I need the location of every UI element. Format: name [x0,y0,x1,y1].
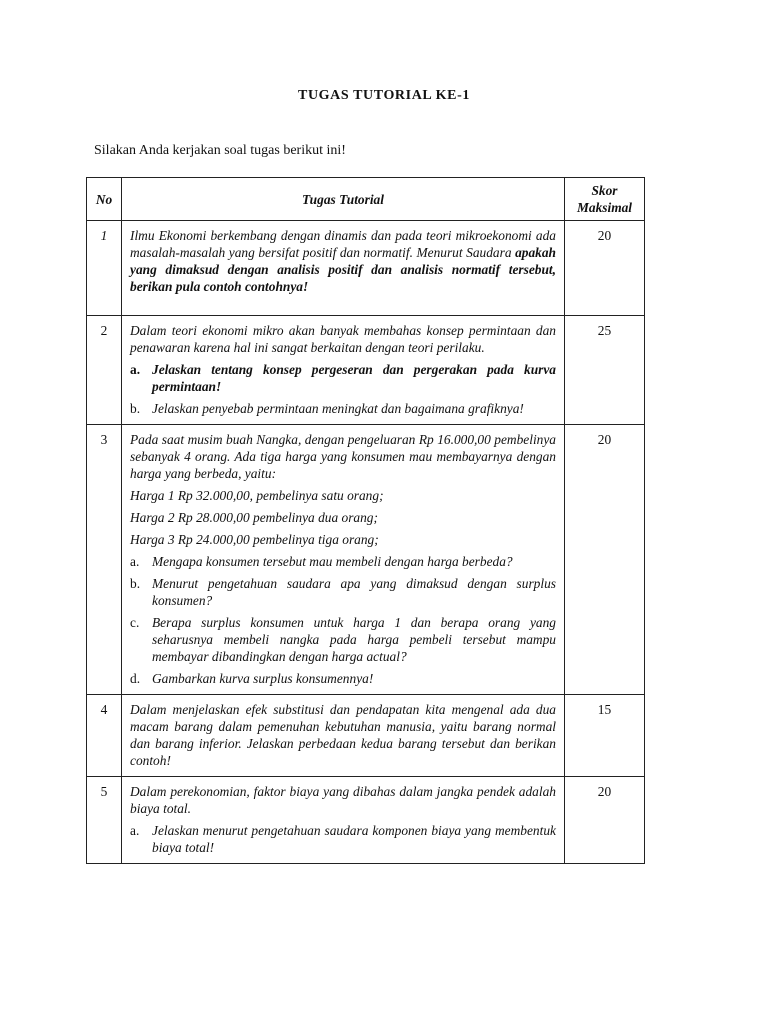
list-item [130,361,556,395]
row-task [122,425,565,695]
row-number: 2 [87,316,122,425]
list-item-label: c. [130,615,140,630]
row-number: 3 [87,425,122,695]
task-paragraph [130,227,556,295]
list-item-text: Jelaskan tentang konsep pergeseran dan pergerakan pada kurva permintaan! [152,362,556,394]
table-row [87,695,645,777]
list-item-label: a. [130,823,140,838]
list-item [130,575,556,609]
list-item-text: Berapa surplus konsumen untuk harga 1 dan berapa orang yang seharusnya membeli nangka pada harga pembeli tersebut mampu membayar dibandingkan dengan harga actual? [152,615,556,664]
list-item-label: a. [130,362,141,377]
row-number: 1 [87,221,122,316]
intro-text: Silakan Anda kerjakan soal tugas berikut ini! [94,143,346,158]
list-item-label: d. [130,671,141,686]
row-score: 20 [565,777,645,864]
row-task [122,777,565,864]
list-item-text: Mengapa konsumen tersebut mau membeli dengan harga berbeda? [152,554,513,569]
price-line: Harga 2 Rp 28.000,00 pembelinya dua orang; [130,510,378,525]
row-number: 4 [87,695,122,777]
table-row [87,425,645,695]
list-item [130,670,556,687]
price-line: Harga 3 Rp 24.000,00 pembelinya tiga orang; [130,532,379,547]
table-header-row [87,178,645,221]
row-score: 25 [565,316,645,425]
task-paragraph: Pada saat musim buah Nangka, dengan pengeluaran Rp 16.000,00 pembelinya sebanyak 4 orang. Ada tiga harga yang konsumen mau membayarnya dengan harga yang berbeda, yaitu: [130,432,556,481]
header-score: Skor Maksimal [565,178,645,221]
row-task [122,316,565,425]
list-item-text: Jelaskan menurut pengetahuan saudara komponen biaya yang membentuk biaya total! [152,823,556,855]
list-item-label: b. [130,576,141,591]
task-paragraph: Dalam teori ekonomi mikro akan banyak membahas konsep permintaan dan penawaran karena hal ini sangat berkaitan dengan teori perilaku. [130,323,556,355]
list-item-text: Menurut pengetahuan saudara apa yang dimaksud dengan surplus konsumen? [152,576,556,608]
list-item [130,553,556,570]
task-text: Ilmu Ekonomi berkembang dengan dinamis dan pada teori mikroekonomi ada masalah-masalah yang bersifat positif dan normatif. Menurut Saudara [130,228,556,260]
header-task: Tugas Tutorial [122,178,565,221]
list-item-label: b. [130,401,141,416]
row-score: 20 [565,425,645,695]
list-item [130,400,556,417]
price-line: Harga 1 Rp 32.000,00, pembelinya satu orang; [130,488,384,503]
table-row [87,221,645,316]
row-task [122,221,565,316]
row-score: 15 [565,695,645,777]
list-item-text: Jelaskan penyebab permintaan meningkat dan bagaimana grafiknya! [152,401,524,416]
row-score: 20 [565,221,645,316]
task-paragraph: Dalam menjelaskan efek substitusi dan pendapatan kita mengenal ada dua macam barang dalam pemenuhan kebutuhan manusia, yaitu barang normal dan barang inferior. Jelaskan perbedaan kedua barang tersebut dan berikan contoh! [130,702,556,768]
task-paragraph: Dalam perekonomian, faktor biaya yang dibahas dalam jangka pendek adalah biaya total. [130,784,556,816]
task-text-bold: apakah yang dimaksud dengan analisis positif dan analisis normatif tersebut, berikan pula contoh contohnya! [130,245,556,294]
list-item [130,614,556,665]
row-task [122,695,565,777]
table-row [87,316,645,425]
row-number: 5 [87,777,122,864]
page-title: TUGAS TUTORIAL KE-1 [298,88,470,103]
table-row [87,777,645,864]
list-item [130,822,556,856]
list-item-text: Gambarkan kurva surplus konsumennya! [152,671,374,686]
header-no: No [87,178,122,221]
tutorial-table [86,177,645,864]
list-item-label: a. [130,554,140,569]
